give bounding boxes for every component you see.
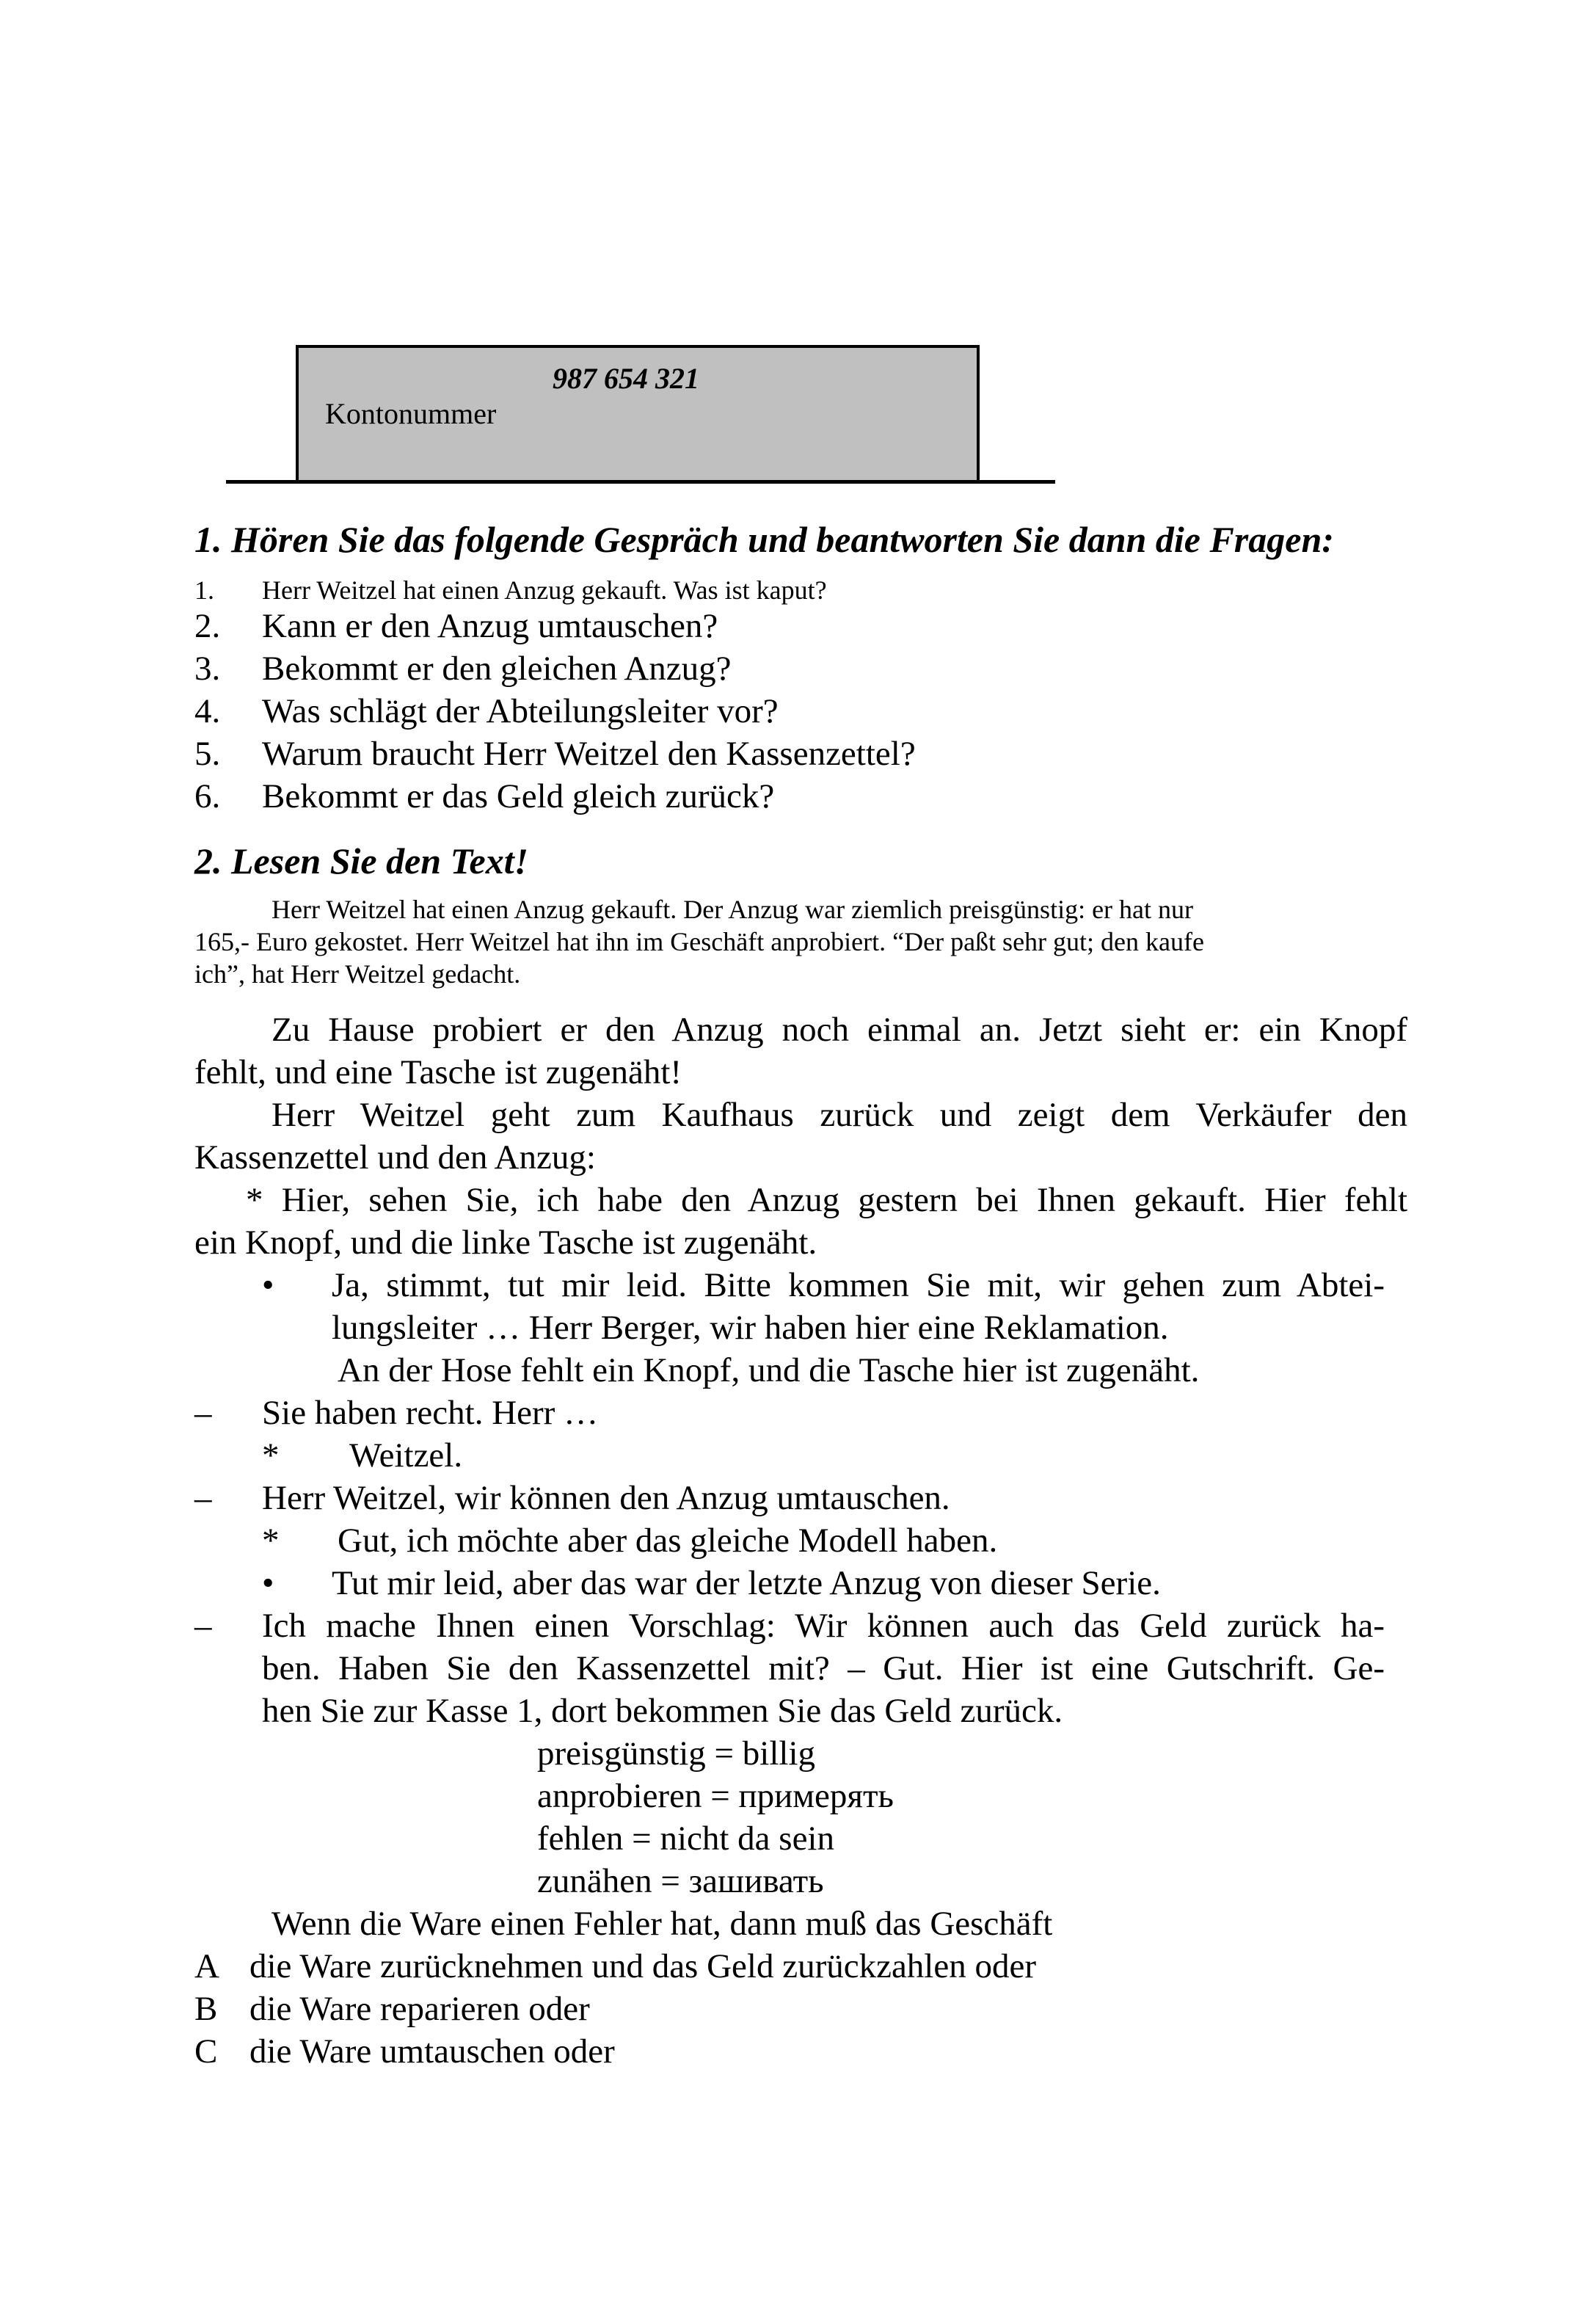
dialog-line: Gut, ich möchte aber das gleiche Modell haben. xyxy=(338,1522,998,1560)
account-label: Kontonummer xyxy=(325,397,497,430)
vocab-item: fehlen = nicht da sein xyxy=(537,1820,834,1858)
question-1-text: Herr Weitzel hat einen Anzug gekauft. Was ist kaput? xyxy=(262,575,827,605)
dialog-line: lungsleiter … Herr Berger, wir haben hier eine Reklamation. xyxy=(332,1309,1169,1347)
question-5-text: Warum braucht Herr Weitzel den Kassenzettel? xyxy=(262,735,916,773)
question-3-text: Bekommt er den gleichen Anzug? xyxy=(262,650,732,688)
option-text: die Ware umtauschen oder xyxy=(249,2032,615,2071)
question-6-number: 6. xyxy=(194,777,221,815)
question-1-number: 1. xyxy=(194,575,214,605)
star-icon: * xyxy=(262,1522,280,1560)
paragraph-line: Zu Hause probiert er den Anzug noch einmal an. Jetzt sieht er: ein Knopf xyxy=(272,1011,1407,1049)
paragraph-line: ein Knopf, und die linke Tasche ist zugenäht. xyxy=(194,1224,817,1262)
option-letter: C xyxy=(194,2032,218,2071)
dialog-line: An der Hose fehlt ein Knopf, und die Tasche hier ist zugenäht. xyxy=(338,1351,1200,1389)
account-number: 987 654 321 xyxy=(553,362,699,395)
dialog-line: Sie haben recht. Herr … xyxy=(262,1394,599,1432)
option-letter: B xyxy=(194,1990,218,2028)
intro-line: ich”, hat Herr Weitzel gedacht. xyxy=(194,959,521,989)
section2-heading: 2. Lesen Sie den Text! xyxy=(194,840,529,881)
bullet-icon: • xyxy=(262,1266,274,1304)
vocab-item: preisgünstig = billig xyxy=(537,1734,816,1773)
option-text: die Ware reparieren oder xyxy=(249,1990,590,2028)
option-letter: A xyxy=(194,1947,219,1985)
dialog-line: Ich mache Ihnen einen Vorschlag: Wir können auch das Geld zurück ha- xyxy=(262,1607,1385,1645)
question-3-number: 3. xyxy=(194,650,221,688)
paragraph-line: Herr Weitzel geht zum Kaufhaus zurück und zeigt dem Verkäufer den xyxy=(272,1096,1407,1134)
question-2-text: Kann er den Anzug umtauschen? xyxy=(262,607,718,645)
option-text: die Ware zurücknehmen und das Geld zurückzahlen oder xyxy=(249,1947,1036,1985)
question-4-text: Was schlägt der Abteilungsleiter vor? xyxy=(262,692,779,730)
bullet-icon: • xyxy=(262,1564,274,1602)
vocab-item: anprobieren = примерять xyxy=(537,1777,894,1815)
question-5-number: 5. xyxy=(194,735,221,773)
vocab-item: zunähen = зашивать xyxy=(537,1862,824,1900)
dash-icon: – xyxy=(194,1607,212,1645)
dash-icon: – xyxy=(194,1479,212,1517)
question-6-text: Bekommt er das Geld gleich zurück? xyxy=(262,777,775,815)
paragraph-line: * Hier, sehen Sie, ich habe den Anzug gestern bei Ihnen gekauft. Hier fehlt xyxy=(246,1181,1407,1219)
section1-heading: 1. Hören Sie das folgende Gespräch und beantworten Sie dann die Fragen: xyxy=(194,519,1334,560)
dialog-line: Herr Weitzel, wir können den Anzug umtauschen. xyxy=(262,1479,950,1517)
dialog-line: Ja, stimmt, tut mir leid. Bitte kommen Sie mit, wir gehen zum Abtei- xyxy=(332,1266,1385,1304)
mc-question: Wenn die Ware einen Fehler hat, dann muß das Geschäft xyxy=(272,1905,1053,1943)
question-4-number: 4. xyxy=(194,692,221,730)
paragraph-line: fehlt, und eine Tasche ist zugenäht! xyxy=(194,1053,682,1091)
dialog-line: Weitzel. xyxy=(349,1436,463,1475)
intro-line: 165,- Euro gekostet. Herr Weitzel hat ihn im Geschäft anprobiert. “Der paßt sehr gut; den kaufe xyxy=(194,927,1204,956)
account-underline xyxy=(226,480,1055,484)
dialog-line: ben. Haben Sie den Kassenzettel mit? – Gut. Hier ist eine Gutschrift. Ge- xyxy=(262,1649,1385,1687)
dialog-line: hen Sie zur Kasse 1, dort bekommen Sie das Geld zurück. xyxy=(262,1692,1063,1730)
question-2-number: 2. xyxy=(194,607,221,645)
dialog-line: Tut mir leid, aber das war der letzte Anzug von dieser Serie. xyxy=(332,1564,1161,1602)
paragraph-line: Kassenzettel und den Anzug: xyxy=(194,1138,596,1177)
intro-line: Herr Weitzel hat einen Anzug gekauft. Der Anzug war ziemlich preisgünstig: er hat nur xyxy=(272,895,1194,924)
dash-icon: – xyxy=(194,1394,212,1432)
star-icon: * xyxy=(262,1436,280,1475)
